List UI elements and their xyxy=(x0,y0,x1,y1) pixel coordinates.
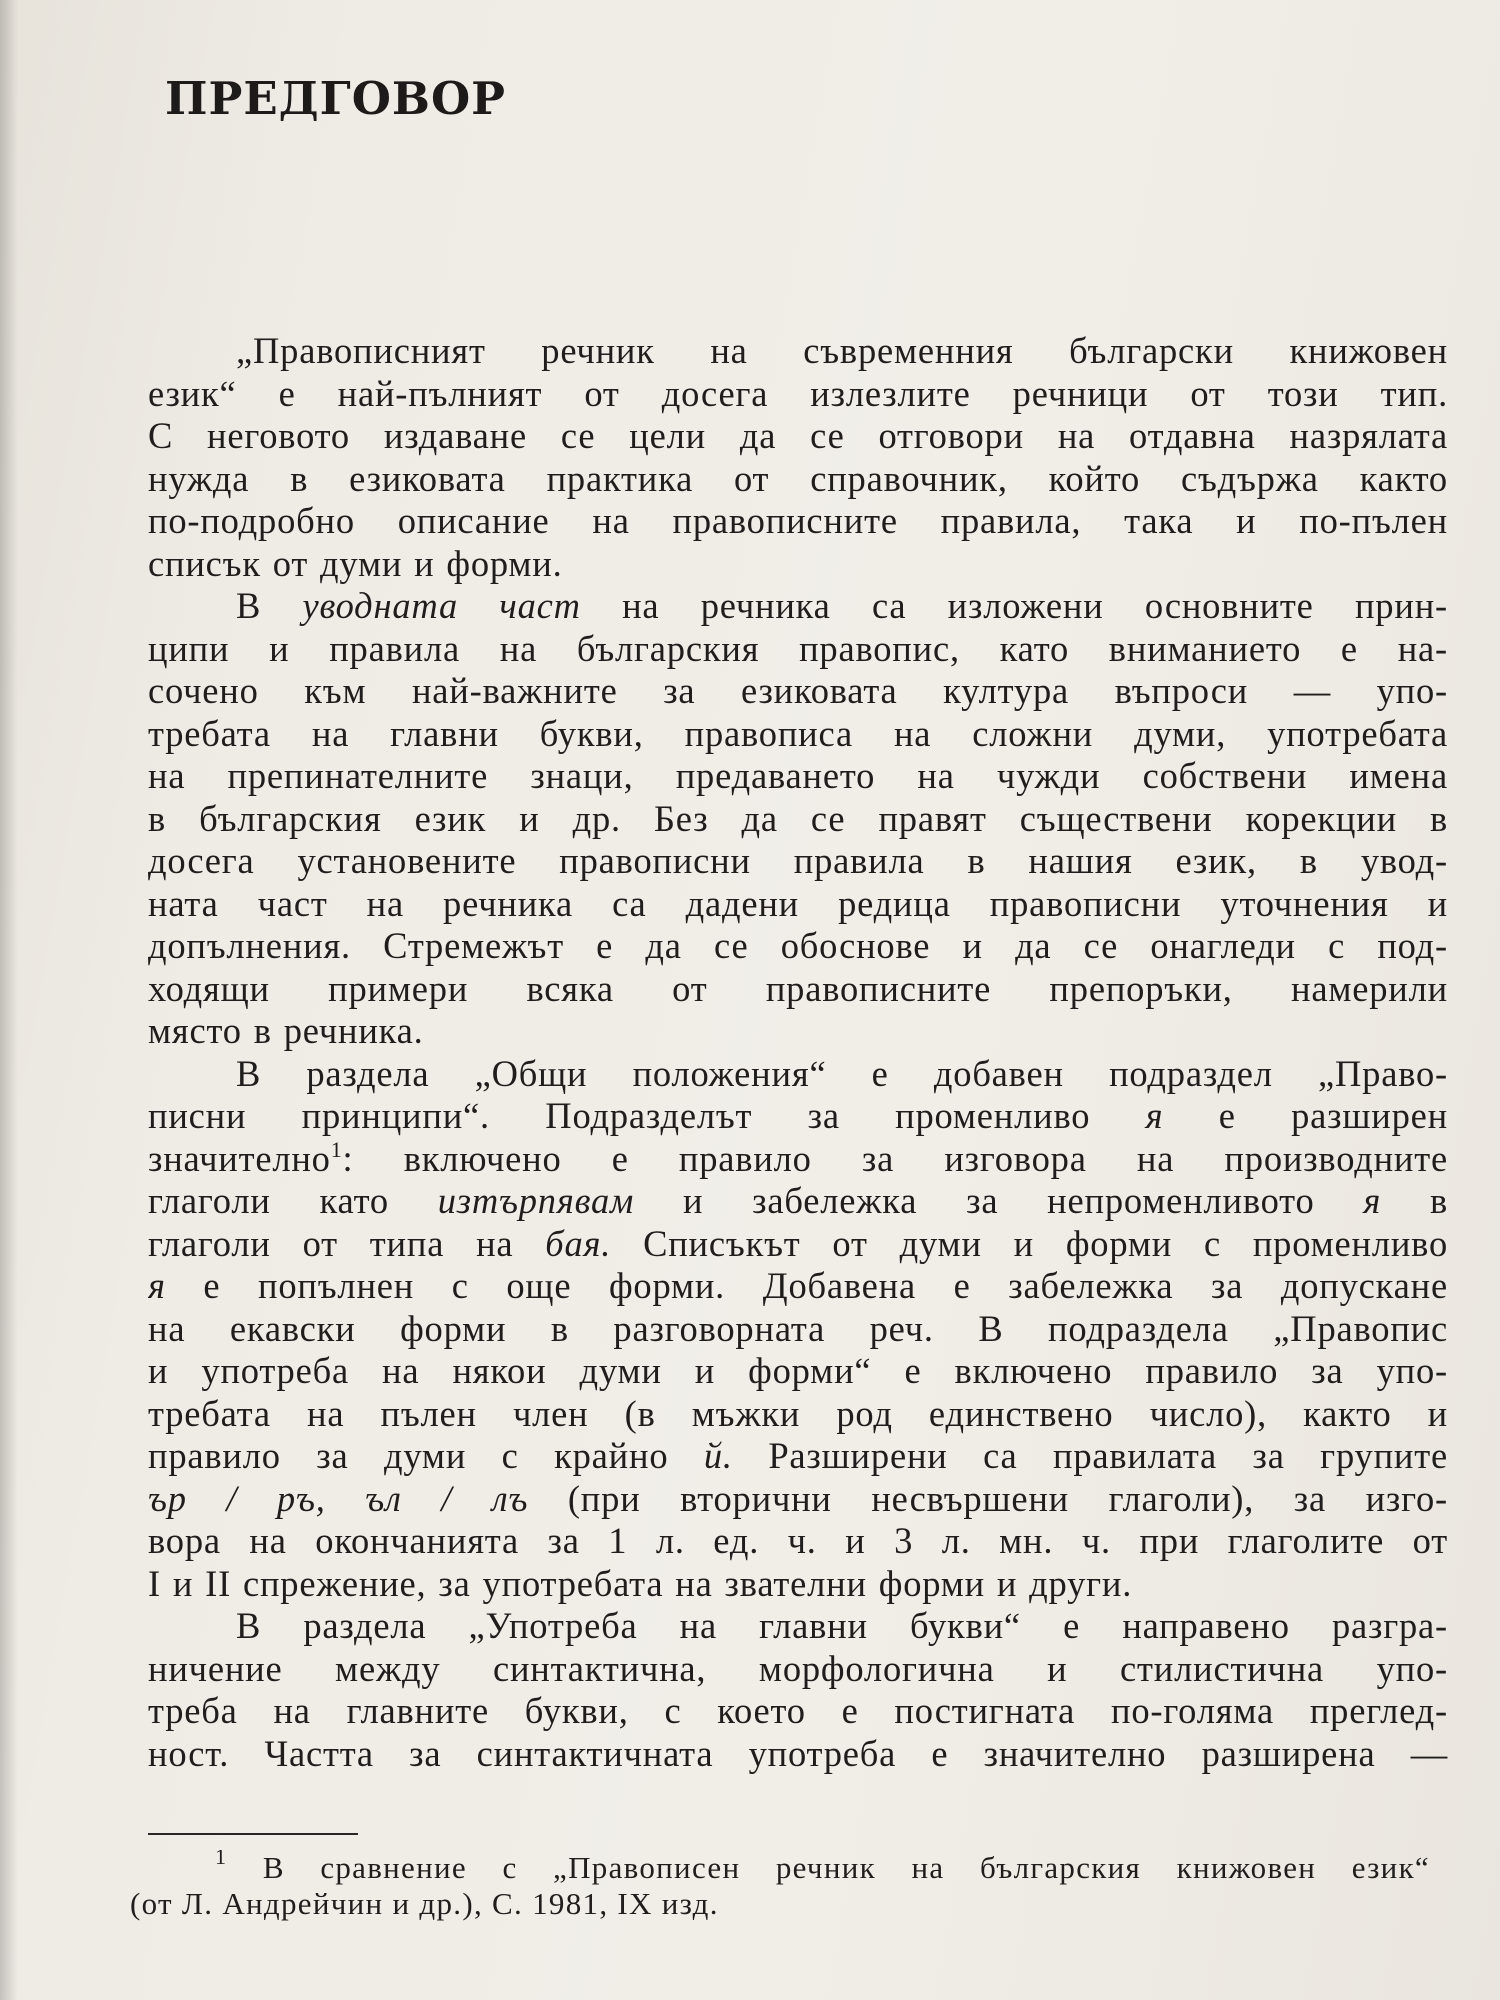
text-line: и употреба на някои думи и форми“ е включено правило за упо- xyxy=(148,1350,1448,1391)
text-line: ност. Частта за синтактичната употреба е значително разширена — xyxy=(148,1732,1448,1774)
italic-term: й. xyxy=(703,1435,733,1476)
italic-term: бая. xyxy=(545,1222,612,1264)
text-run: в xyxy=(1381,1180,1448,1221)
footnote-number: 1 xyxy=(215,1850,228,1869)
text-line xyxy=(148,1478,1448,1521)
text-line: требата на пълен член (в мъжки род единствено число), както и xyxy=(148,1392,1448,1434)
text-run: В сравнение с „Правописен речник на българския книжовен език“ xyxy=(227,1850,1430,1885)
text-line xyxy=(148,1138,1448,1181)
footnote-marker: 1 xyxy=(330,1137,343,1162)
text-run: (при вторични несвършени глаголи), за изго- xyxy=(528,1477,1448,1519)
text-run: е попълнен с още форми. Добавена е забележка за допускане xyxy=(165,1265,1448,1306)
text-line: треба на главните букви, с което е постигната по-голяма преглед- xyxy=(148,1690,1448,1731)
text-line: ходящи примери всяка от правописните препоръки, намерили xyxy=(148,967,1448,1009)
text-line: по-подробно описание на правописните правила, така и по-пълен xyxy=(148,500,1448,541)
footnote-line xyxy=(130,1850,1430,1886)
text-line: „Правописният речник на съвременния български книжовен xyxy=(236,330,1448,371)
text-line: ничение между синтактична, морфологична и стилистична упо- xyxy=(148,1647,1448,1689)
text-line: нужда в езиковата практика от справочник, който съдържа както xyxy=(148,457,1448,499)
text-line xyxy=(148,1435,1448,1478)
italic-term: изтърпявам xyxy=(437,1180,635,1221)
text-run: В xyxy=(236,585,303,626)
text-run: глаголи като xyxy=(148,1180,438,1221)
italic-term: уводната част xyxy=(302,585,581,626)
text-line: досега установените правописни правила в нашия език, в увод- xyxy=(148,840,1448,881)
text-line: ната част на речника са дадени редица правописни уточнения и xyxy=(148,882,1448,924)
text-line xyxy=(148,1265,1448,1308)
paragraph-1 xyxy=(148,330,1448,585)
text-run: на речника са изложени основните прин- xyxy=(580,585,1448,626)
footnote xyxy=(130,1850,1430,1922)
text-line: на препинателните знаци, предаването на чужди собствени имена xyxy=(148,755,1448,796)
text-run: Разширени са правилата за групите xyxy=(732,1435,1448,1476)
text-run: правило за думи с крайно xyxy=(148,1435,704,1476)
text-line xyxy=(148,585,1448,628)
text-line: в българския език и др. Без да се правят съществени корекции в xyxy=(148,797,1448,839)
text-line xyxy=(148,1180,1448,1223)
text-line: сочено към най-важните за езиковата култура въпроси — упо- xyxy=(148,670,1448,711)
paragraph-2 xyxy=(148,585,1448,1053)
page-binding-shadow xyxy=(0,0,18,2000)
text-line: място в речника. xyxy=(148,1010,424,1051)
paragraph-4 xyxy=(148,1605,1448,1775)
footnote-divider xyxy=(148,1833,358,1835)
text-line: I и II спрежение, за употребата на звателни форми и други. xyxy=(148,1562,1133,1604)
text-line: требата на главни букви, правописа на сложни думи, употребата xyxy=(148,712,1448,754)
text-line: В раздела „Общи положения“ е добавен подраздел „Право- xyxy=(236,1052,1448,1094)
paragraph-3 xyxy=(148,1053,1448,1606)
text-run: и забележка за непроменливото xyxy=(634,1180,1364,1221)
italic-term: я xyxy=(148,1265,166,1306)
page-title: ПРЕДГОВОР xyxy=(165,72,506,125)
text-line xyxy=(148,1223,1448,1266)
text-line: вора на окончанията за 1 л. ед. ч. и 3 л. мн. ч. при глаголите от xyxy=(148,1520,1448,1561)
text-run: глаголи от типа на xyxy=(148,1222,546,1264)
italic-term: я xyxy=(1363,1180,1382,1221)
text-line: допълнения. Стремежът е да се обоснове и да се онагледи с под- xyxy=(148,925,1448,966)
text-run: е разширен xyxy=(1163,1095,1448,1136)
text-line xyxy=(148,1095,1448,1138)
italic-term: я xyxy=(1145,1095,1164,1136)
text-run: Списъкът от думи и форми с променливо xyxy=(611,1222,1448,1264)
italic-term: ър / ръ, ъл / лъ xyxy=(148,1477,529,1519)
text-line: В раздела „Употреба на главни букви“ е направено разгра- xyxy=(236,1605,1448,1646)
text-run: писни принципи“. Подразделът за променливо xyxy=(148,1095,1146,1136)
text-line: С неговото издаване се цели да се отговори на отдавна назрялата xyxy=(148,415,1448,456)
text-run: значително xyxy=(148,1137,331,1179)
text-line: ципи и правила на българския правопис, като вниманието е на- xyxy=(148,627,1448,669)
text-line: език“ е най-пълният от досега излезлите речници от този тип. xyxy=(148,372,1448,414)
body-text xyxy=(148,330,1448,1775)
footnote-line: (от Л. Андрейчин и др.), С. 1981, IX изд. xyxy=(130,1886,719,1921)
text-run: : включено е правило за изговора на производните xyxy=(342,1137,1448,1179)
text-line: списък от думи и форми. xyxy=(148,542,563,584)
text-line: на екавски форми в разговорната реч. В подраздела „Правопис xyxy=(148,1307,1448,1349)
